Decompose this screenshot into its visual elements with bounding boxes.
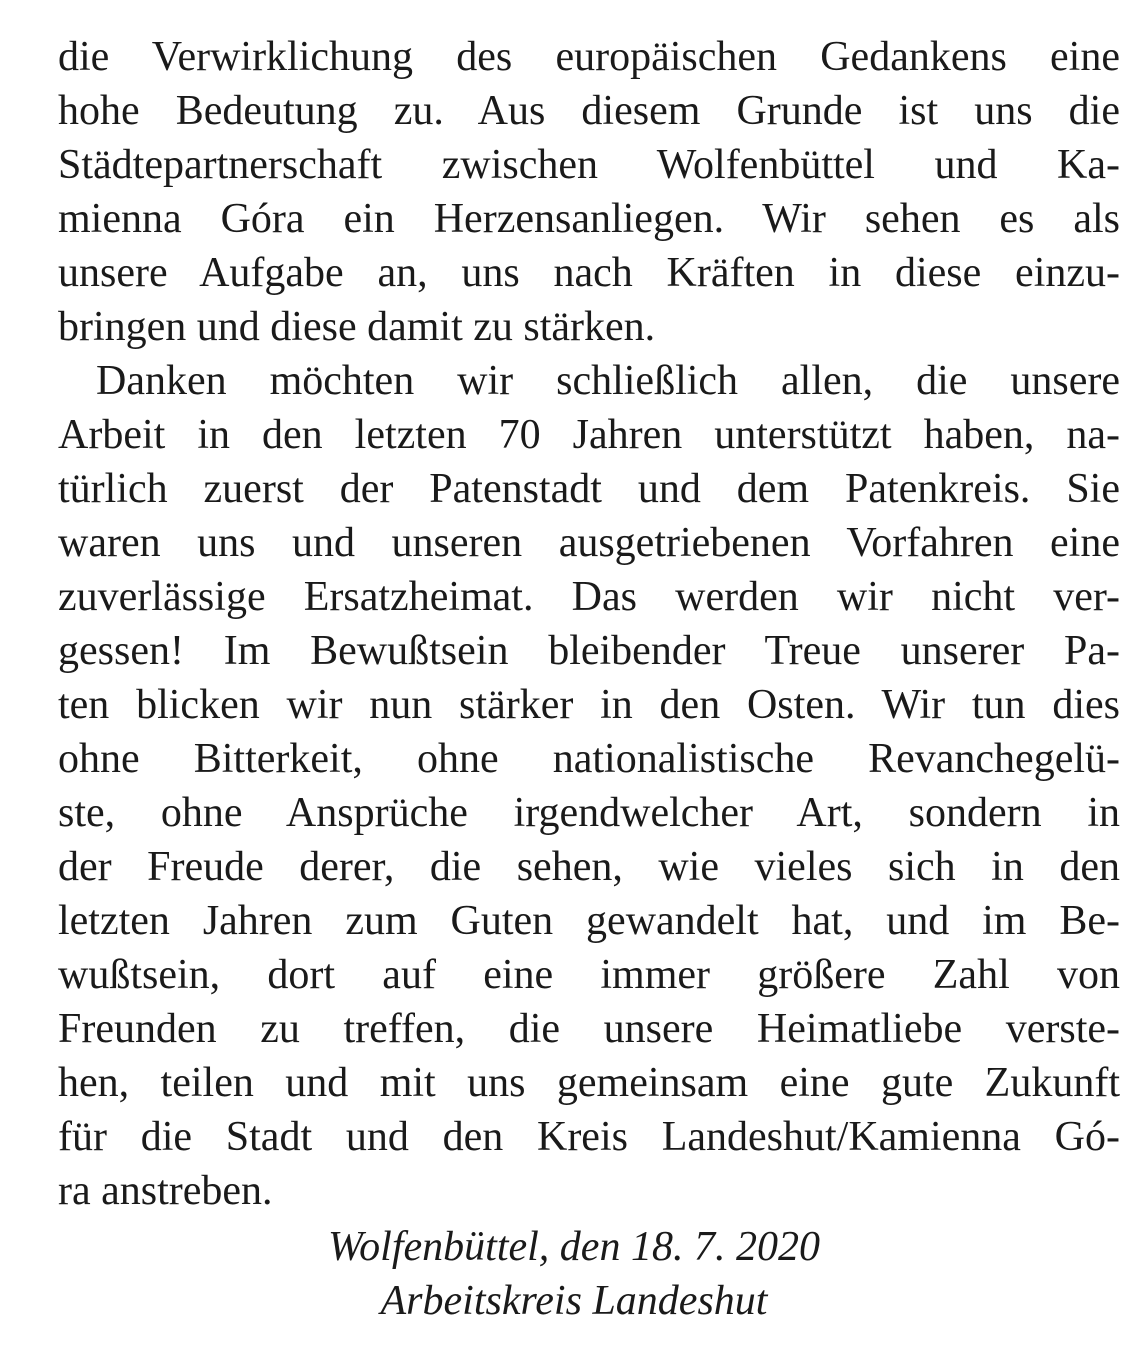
text-line: ten blicken wir nun stärker in den Osten. Wir tun dies	[58, 682, 1120, 728]
text-line: der Freude derer, die sehen, wie vieles sich in den	[58, 844, 1120, 890]
signature-place-date: Wolfenbüttel, den 18. 7. 2020	[328, 1224, 820, 1270]
text-line: Danken möchten wir schließlich allen, die unsere	[96, 358, 1120, 404]
text-line: ra anstreben.	[58, 1168, 273, 1214]
text-line: letzten Jahren zum Guten gewandelt hat, und im Be-	[58, 898, 1120, 944]
text-line: für die Stadt und den Kreis Landeshut/Kamienna Gó-	[58, 1114, 1120, 1160]
text-line: wußtsein, dort auf eine immer größere Zahl von	[58, 952, 1120, 998]
text-line: mienna Góra ein Herzensanliegen. Wir sehen es als	[58, 196, 1120, 242]
text-line: hen, teilen und mit uns gemeinsam eine gute Zukunft	[58, 1060, 1120, 1106]
signature-author: Arbeitskreis Landeshut	[380, 1278, 768, 1324]
text-line: bringen und diese damit zu stärken.	[58, 304, 656, 350]
text-line: unsere Aufgabe an, uns nach Kräften in diese einzu-	[58, 250, 1120, 296]
text-line: ste, ohne Ansprüche irgendwelcher Art, sondern in	[58, 790, 1120, 836]
text-line: hohe Bedeutung zu. Aus diesem Grunde ist uns die	[58, 88, 1120, 134]
text-line: die Verwirklichung des europäischen Gedankens eine	[58, 34, 1120, 80]
text-line: Arbeit in den letzten 70 Jahren unterstützt haben, na-	[58, 412, 1120, 458]
signature-block	[0, 1220, 1148, 1328]
text-line: Städtepartnerschaft zwischen Wolfenbüttel und Ka-	[58, 142, 1120, 188]
text-line: gessen! Im Bewußtsein bleibender Treue unserer Pa-	[58, 628, 1120, 674]
text-line: waren uns und unseren ausgetriebenen Vorfahren eine	[58, 520, 1120, 566]
paragraph-2	[58, 354, 1120, 1218]
document-body	[58, 30, 1120, 1218]
text-line: türlich zuerst der Patenstadt und dem Patenkreis. Sie	[58, 466, 1120, 512]
text-line: Freunden zu treffen, die unsere Heimatliebe verste-	[58, 1006, 1120, 1052]
text-line: ohne Bitterkeit, ohne nationalistische Revanchegelü-	[58, 736, 1120, 782]
text-line: zuverlässige Ersatzheimat. Das werden wir nicht ver-	[58, 574, 1120, 620]
paragraph-1	[58, 30, 1120, 354]
